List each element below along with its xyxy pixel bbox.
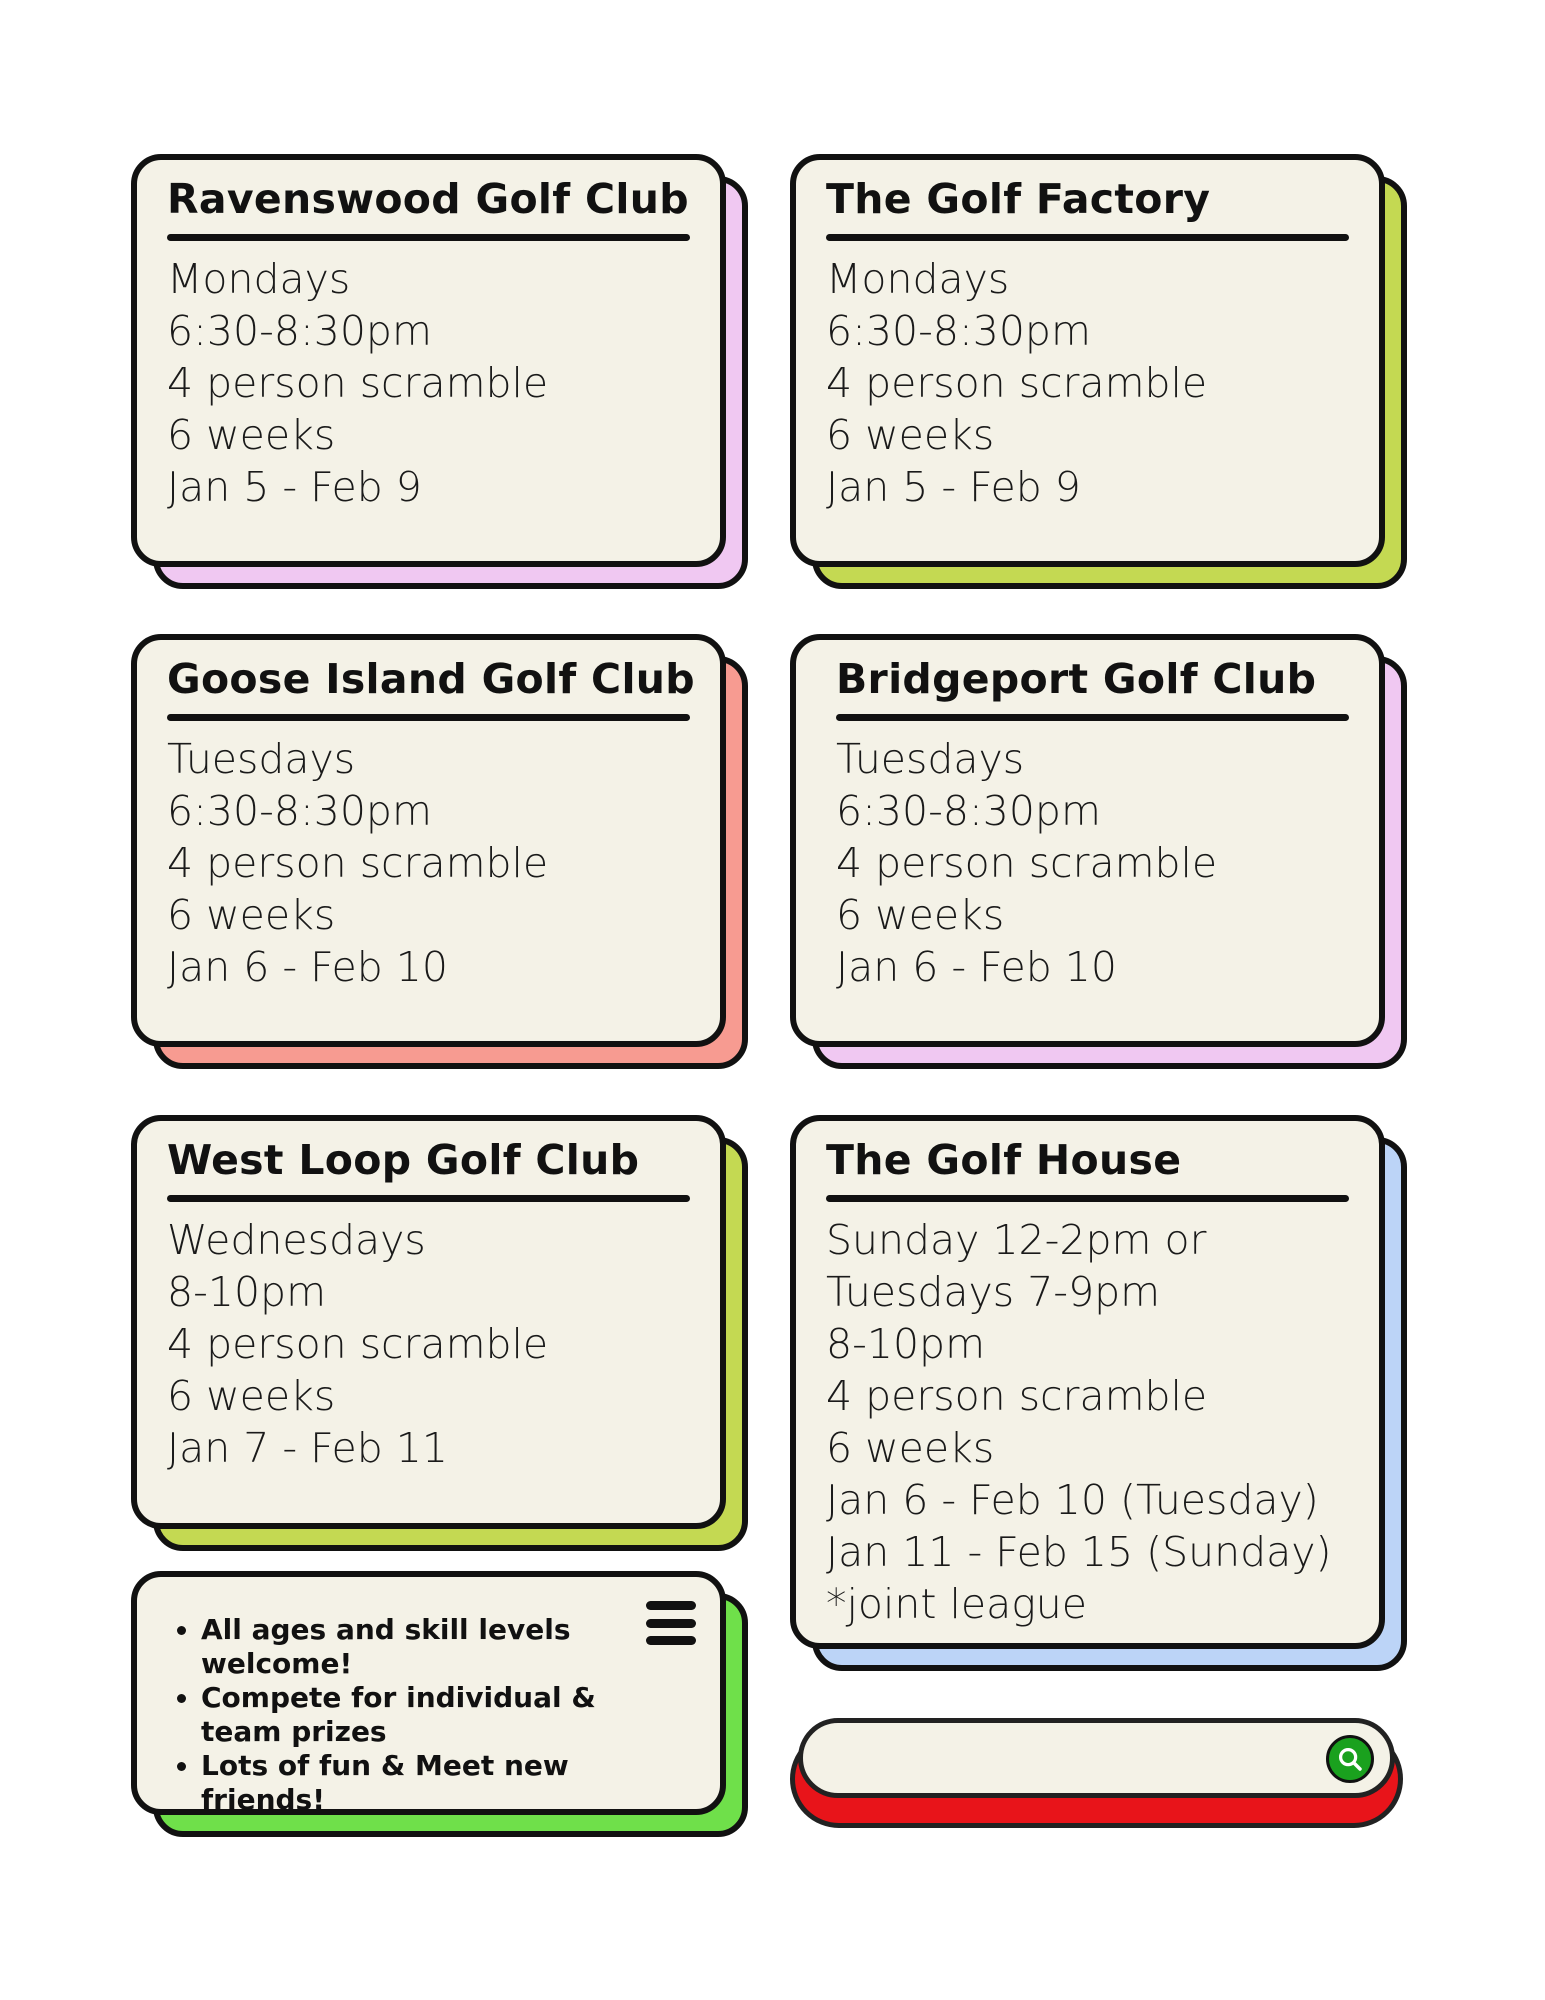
detail-line: Jan 11 - Feb 15 (Sunday) bbox=[826, 1528, 1332, 1576]
league-card-golf-house bbox=[790, 1115, 1407, 1671]
detail-line: 4 person scramble bbox=[167, 1320, 549, 1368]
card-title: The Golf House bbox=[826, 1136, 1182, 1184]
detail-line: 6:30-8:30pm bbox=[826, 307, 1091, 355]
card-face bbox=[131, 154, 726, 567]
league-card-goose-island bbox=[131, 634, 748, 1069]
card-face bbox=[790, 634, 1385, 1047]
divider bbox=[167, 234, 690, 241]
detail-line: 8-10pm bbox=[826, 1320, 986, 1368]
detail-line: 4 person scramble bbox=[836, 839, 1218, 887]
detail-line: 6:30-8:30pm bbox=[167, 307, 432, 355]
feature-list bbox=[167, 1613, 681, 1817]
card-details bbox=[826, 253, 1349, 513]
card-details bbox=[836, 733, 1349, 993]
info-card bbox=[131, 1571, 748, 1837]
card-title: Bridgeport Golf Club bbox=[836, 655, 1317, 703]
detail-line: 6 weeks bbox=[826, 411, 995, 459]
card-face bbox=[790, 154, 1385, 567]
detail-line: 6:30-8:30pm bbox=[836, 787, 1101, 835]
detail-line: Jan 7 - Feb 11 bbox=[167, 1424, 448, 1472]
detail-line: Jan 5 - Feb 9 bbox=[167, 463, 422, 511]
detail-line: 4 person scramble bbox=[167, 359, 549, 407]
menu-icon[interactable] bbox=[646, 1601, 696, 1645]
detail-line: Tuesdays 7-9pm bbox=[826, 1268, 1161, 1316]
detail-line: 6:30-8:30pm bbox=[167, 787, 432, 835]
search-button[interactable] bbox=[1326, 1735, 1374, 1783]
detail-line: Sunday 12-2pm or bbox=[826, 1216, 1207, 1264]
search-icon bbox=[1335, 1744, 1365, 1774]
card-face bbox=[790, 1115, 1385, 1649]
card-details bbox=[826, 1214, 1349, 1630]
detail-line: Tuesdays bbox=[836, 735, 1025, 783]
card-details bbox=[167, 253, 690, 513]
detail-line: 6 weeks bbox=[167, 891, 336, 939]
detail-line: Jan 6 - Feb 10 (Tuesday) bbox=[826, 1476, 1319, 1524]
card-face bbox=[131, 634, 726, 1047]
detail-line: 4 person scramble bbox=[826, 359, 1208, 407]
divider bbox=[836, 714, 1349, 721]
detail-line: Wednesdays bbox=[167, 1216, 426, 1264]
league-card-west-loop bbox=[131, 1115, 748, 1551]
detail-line: *joint league bbox=[826, 1580, 1088, 1628]
card-face bbox=[131, 1571, 726, 1815]
detail-line: Jan 6 - Feb 10 bbox=[167, 943, 448, 991]
card-details bbox=[167, 733, 690, 993]
divider bbox=[826, 234, 1349, 241]
detail-line: 6 weeks bbox=[836, 891, 1005, 939]
detail-line: 4 person scramble bbox=[826, 1372, 1208, 1420]
detail-line: Jan 5 - Feb 9 bbox=[826, 463, 1081, 511]
detail-line: 8-10pm bbox=[167, 1268, 327, 1316]
search-input[interactable] bbox=[833, 1737, 1277, 1779]
divider bbox=[826, 1195, 1349, 1202]
card-title: Ravenswood Golf Club bbox=[167, 175, 689, 223]
feature-item: • All ages and skill levels welcome! bbox=[201, 1613, 681, 1681]
divider bbox=[167, 1195, 690, 1202]
card-title: The Golf Factory bbox=[826, 175, 1211, 223]
league-card-ravenswood bbox=[131, 154, 748, 589]
detail-line: 6 weeks bbox=[826, 1424, 995, 1472]
feature-item: • Lots of fun & Meet new friends! bbox=[201, 1749, 681, 1817]
card-face bbox=[131, 1115, 726, 1529]
league-card-bridgeport bbox=[790, 634, 1407, 1069]
detail-line: 4 person scramble bbox=[167, 839, 549, 887]
card-title: Goose Island Golf Club bbox=[167, 655, 695, 703]
detail-line: 6 weeks bbox=[167, 411, 336, 459]
card-title: West Loop Golf Club bbox=[167, 1136, 640, 1184]
card-details bbox=[167, 1214, 690, 1474]
search-bar-field bbox=[798, 1718, 1395, 1798]
detail-line: Tuesdays bbox=[167, 735, 356, 783]
feature-item: • Compete for individual & team prizes bbox=[201, 1681, 681, 1749]
divider bbox=[167, 714, 690, 721]
league-card-golf-factory bbox=[790, 154, 1407, 589]
detail-line: 6 weeks bbox=[167, 1372, 336, 1420]
detail-line: Mondays bbox=[167, 255, 351, 303]
search-bar bbox=[790, 1718, 1407, 1828]
detail-line: Mondays bbox=[826, 255, 1010, 303]
detail-line: Jan 6 - Feb 10 bbox=[836, 943, 1117, 991]
